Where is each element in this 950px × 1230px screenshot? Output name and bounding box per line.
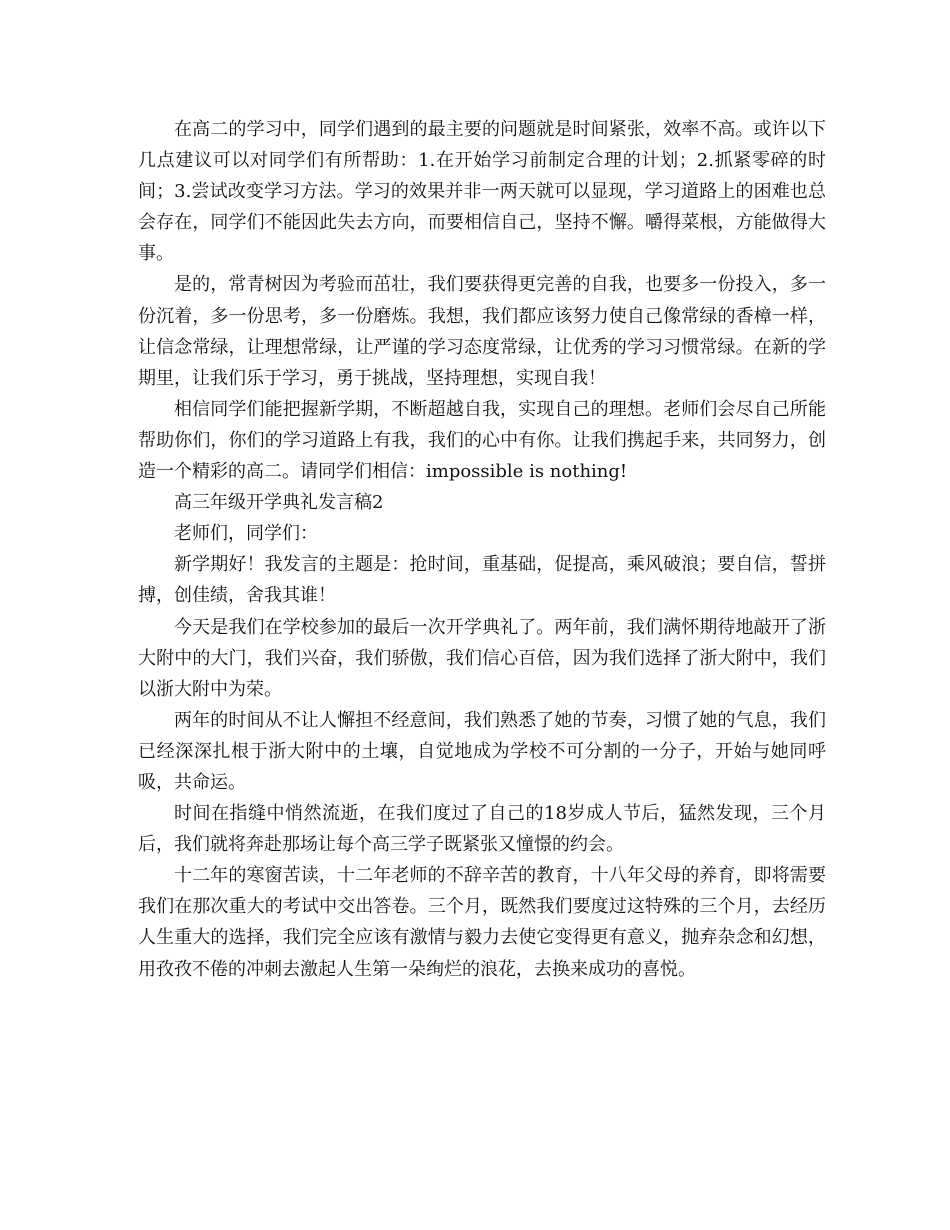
document-body bbox=[138, 114, 826, 985]
paragraph-believe: 相信同学们能把握新学期，不断超越自我，实现自己的理想。老师们会尽自己所能帮助你们，你们的学习道路上有我，我们的心中有你。让我们携起手来，共同努力，创造一个精彩的高二。请同学们相信：impossible is nothing! bbox=[138, 398, 826, 483]
paragraph-last-ceremony: 今天是我们在学校参加的最后一次开学典礼了。两年前，我们满怀期待地敲开了浙大附中的大门，我们兴奋，我们骄傲，我们信心百倍，因为我们选择了浙大附中，我们以浙大附中为荣。 bbox=[138, 616, 826, 700]
paragraph-two-years: 两年的时间从不让人懈担不经意间，我们熟悉了她的节奏，习惯了她的气息，我们已经深深扎根于浙大附中的土壤，自觉地成为学校不可分割的一分子，开始与她同呼吸，共命运。 bbox=[138, 709, 826, 793]
speech-title: 高三年级开学典礼发言稿2 bbox=[174, 492, 384, 514]
paragraph-time-passing: 时间在指缝中悄然流逝，在我们度过了自己的18岁成人节后，猛然发现，三个月后，我们就将奔赴那场让每个高三学子既紧张又憧憬的约会。 bbox=[138, 803, 826, 856]
paragraph-study-advice: 在高二的学习中，同学们遇到的最主要的问题就是时间紧张，效率不高。或许以下几点建议可以对同学们有所帮助：1.在开始学习前制定合理的计划；2.抓紧零碎的时间；3.尝试改变学习方法。学习的效果并非一两天就可以显现，学习道路上的困难也总会存在，同学们不能因此失去方向，而要相信自己，坚持不懈。嚼得菜根，方能做得大事。 bbox=[138, 119, 826, 265]
paragraph-twelve-years: 十二年的寒窗苦读，十二年老师的不辞辛苦的教育，十八年父母的养育，即将需要我们在那次重大的考试中交出答卷。三个月，既然我们要度过这特殊的三个月，去经历人生重大的选择，我们完全应该有激情与毅力去使它变得更有意义，抛弃杂念和幻想，用孜孜不倦的冲刺去激起人生第一朵绚烂的浪花，去换来成功的喜悦。 bbox=[138, 865, 826, 980]
paragraph-evergreen: 是的，常青树因为考验而茁壮，我们要获得更完善的自我，也要多一份投入，多一份沉着，多一份思考，多一份磨炼。我想，我们都应该努力使自己像常绿的香樟一样，让信念常绿，让理想常绿，让严谨的学习态度常绿，让优秀的学习习惯常绿。在新的学期里，让我们乐于学习，勇于挑战，坚持理想，实现自我！ bbox=[138, 274, 826, 389]
speech-salutation: 老师们，同学们： bbox=[174, 523, 318, 545]
paragraph-theme: 新学期好！我发言的主题是：抢时间，重基础，促提高，乘风破浪；要自信，誓拼搏，创佳绩，舍我其谁！ bbox=[138, 554, 826, 607]
